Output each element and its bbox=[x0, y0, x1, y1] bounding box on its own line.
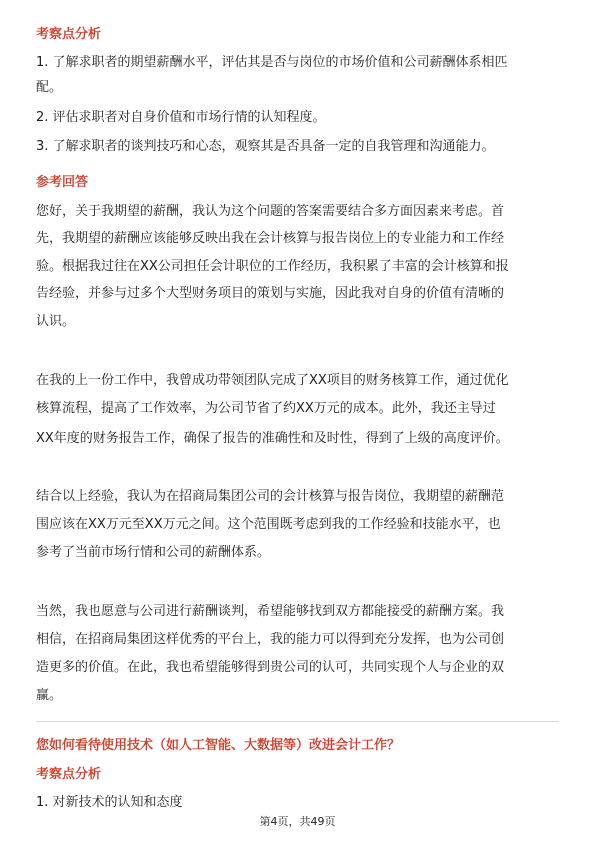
answer-line: 在我的上一份工作中，我曾成功带领团队完成了XX项目的财务核算工作，通过优化 bbox=[36, 373, 509, 388]
page-number: 第4页，共49页 bbox=[259, 815, 336, 828]
answer-line: 赢。 bbox=[36, 688, 63, 703]
answer-line: 造更多的价值。在此，我也希望能够得到贵公司的认可，共同实现个人与企业的双 bbox=[36, 660, 505, 675]
answer-line: 结合以上经验，我认为在招商局集团公司的会计核算与报告岗位，我期望的薪酬范 bbox=[36, 489, 505, 504]
analysis-heading: 考察点分析 bbox=[36, 27, 102, 42]
answer-line: XX年度的财务报告工作，确保了报告的准确性和及时性，得到了上级的高度评价。 bbox=[36, 431, 509, 446]
answer-line: 核算流程，提高了工作效率，为公司节省了约XX万元的成本。此外，我还主导过 bbox=[36, 401, 496, 416]
answer-line: 告经验，并参与过多个大型财务项目的策划与实施，因此我对自身的价值有清晰的 bbox=[36, 286, 505, 301]
analysis-line: 配。 bbox=[36, 80, 63, 95]
answer-line: 您好，关于我期望的薪酬，我认为这个问题的答案需要结合多方面因素来考虑。首 bbox=[36, 204, 505, 219]
analysis-heading: 考察点分析 bbox=[36, 767, 102, 782]
analysis-line: 3. 了解求职者的谈判技巧和心态，观察其是否具备一定的自我管理和沟通能力。 bbox=[36, 139, 495, 154]
answer-line: 验。根据我过往在XX公司担任会计职位的工作经历，我积累了丰富的会计核算和报 bbox=[36, 259, 509, 274]
answer-line: 围应该在XX万元至XX万元之间。这个范围既考虑到我的工作经验和技能水平，也 bbox=[36, 517, 501, 532]
answer-line: 参考了当前市场行情和公司的薪酬体系。 bbox=[36, 545, 271, 560]
answer-line: 相信，在招商局集团这样优秀的平台上，我的能力可以得到充分发挥，也为公司创 bbox=[36, 632, 505, 647]
answer-line: 先，我期望的薪酬应该能够反映出我在会计核算与报告岗位上的专业能力和工作经 bbox=[36, 231, 505, 246]
analysis-line: 2. 评估求职者对自身价值和市场行情的认知程度。 bbox=[36, 110, 326, 125]
section-divider bbox=[36, 721, 559, 722]
analysis-line: 1. 对新技术的认知和态度 bbox=[36, 795, 183, 810]
analysis-line: 1. 了解求职者的期望薪酬水平，评估其是否与岗位的市场价值和公司薪酬体系相匹 bbox=[36, 55, 508, 70]
answer-heading: 参考回答 bbox=[36, 175, 89, 190]
answer-line: 当然，我也愿意与公司进行薪酬谈判，希望能够找到双方都能接受的薪酬方案。我 bbox=[36, 604, 505, 619]
answer-line: 认识。 bbox=[36, 314, 76, 329]
question-title: 您如何看待使用技术（如人工智能、大数据等）改进会计工作？ bbox=[36, 738, 401, 753]
